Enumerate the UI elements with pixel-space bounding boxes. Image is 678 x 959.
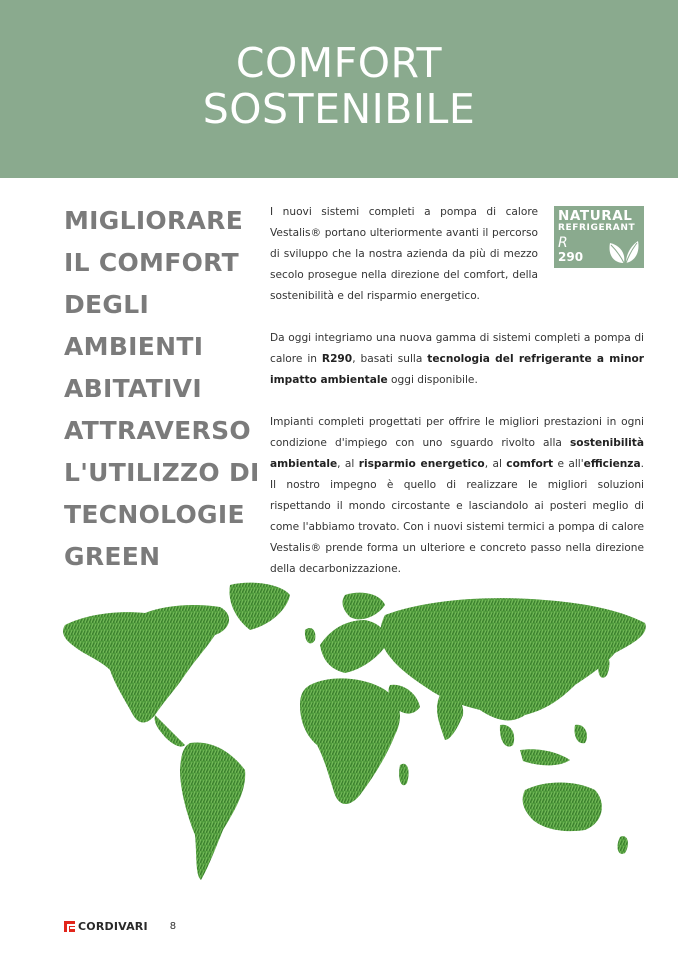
headline — [64, 200, 260, 578]
badge-line-2: REFRIGERANT — [558, 223, 636, 233]
body-text — [270, 202, 644, 601]
headline-line: MIGLIORARE — [64, 206, 244, 235]
paragraph-1: I nuovi sistemi completi a pompa di calore Vestalis® portano ulteriormente avanti il percorso di sviluppo che la nostra azienda da più di mezzo secolo prosegue nella direzione del comfort, della sostenibilità e del risparmio energetico. — [270, 206, 538, 302]
headline-line: TECNOLOGIE — [64, 500, 245, 529]
page-number: 8 — [169, 920, 177, 932]
cordivari-logo-icon — [64, 921, 75, 932]
headline-line: ATTRAVERSO — [64, 416, 251, 445]
leaf-icon — [604, 237, 640, 265]
badge-line-3: R — [558, 235, 568, 251]
page-title — [0, 40, 678, 132]
headline-line: DEGLI — [64, 290, 150, 319]
headline-line: AMBIENTI — [64, 332, 204, 361]
page-title-line-1: COMFORT — [235, 39, 443, 87]
headline-line: L'UTILIZZO DI — [64, 458, 260, 487]
paragraph-2: Da oggi integriamo una nuova gamma di sistemi completi a pompa di calore in R290, basati sulla tecnologia del refrigerante a minor impatto ambientale oggi disponibile. — [270, 332, 644, 386]
natural-refrigerant-badge — [554, 206, 644, 268]
page-title-line-2: SOSTENIBILE — [202, 85, 476, 133]
cordivari-logo-text: CORDIVARI — [78, 919, 148, 933]
footer — [64, 918, 176, 934]
headline-line: ABITATIVI — [64, 374, 202, 403]
headline-line: IL COMFORT — [64, 248, 239, 277]
paragraph-3: Impianti completi progettati per offrire le migliori prestazioni in ogni condizione d'impiego con uno sguardo rivolto alla sostenibilità ambientale, al risparmio energetico, al comfort e all'efficienza. Il nostro impegno è quello di realizzare le migliori soluzioni rispettando il mondo circostante e lasciandolo ai posteri meglio di come l'abbiamo trovato. Con i nuovi sistemi termici a pompa di calore Vestalis® prende forma un ulteriore e concreto passo nella direzione della decarbonizzazione. — [270, 416, 644, 575]
badge-line-1: NATURAL — [558, 208, 633, 224]
badge-line-4: 290 — [558, 250, 584, 264]
world-map-icon — [55, 575, 655, 895]
headline-line: GREEN — [64, 542, 161, 571]
